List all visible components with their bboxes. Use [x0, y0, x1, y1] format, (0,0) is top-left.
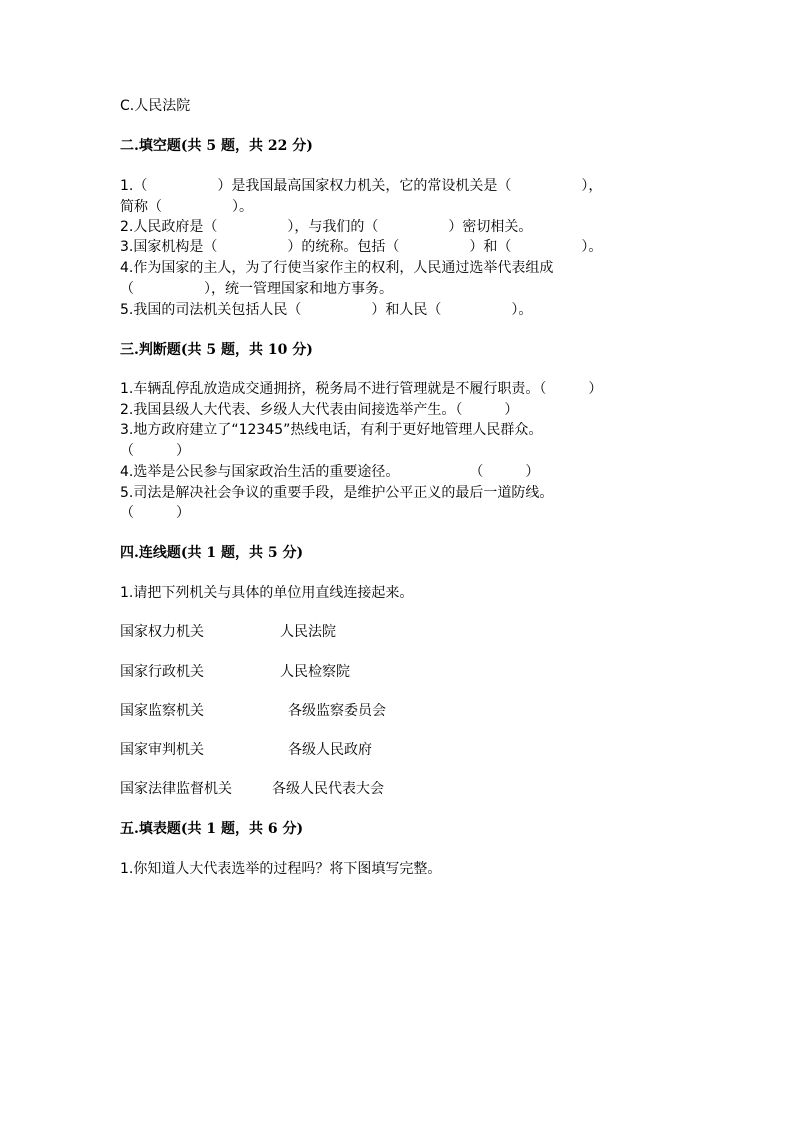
judge-question-3-line-1: 3.地方政府建立了“12345”热线电话，有利于更好地管理人民群众。	[120, 422, 543, 438]
judge-question-5-line-1: 5.司法是解决社会争议的重要手段，是维护公平正义的最后一道防线。	[120, 485, 554, 501]
fill-question-1-line-2: 简称（ ）。	[120, 199, 253, 215]
fill-question-2: 2.人民政府是（ ），与我们的（ ）密切相关。	[120, 219, 533, 235]
matching-question: 1.请把下列机关与具体的单位用直线连接起来。	[120, 585, 414, 601]
match-left-item: 国家法律监督机关	[120, 781, 232, 797]
match-right-item: 人民检察院	[280, 664, 350, 680]
judge-question-1: 1.车辆乱停乱放造成交通拥挤，税务局不进行管理就是不履行职责。（ ）	[120, 381, 603, 397]
match-left-item: 国家权力机关	[120, 624, 204, 640]
section-4-heading: 四.连线题(共 1 题，共 5 分)	[120, 545, 304, 561]
match-left-item: 国家监察机关	[120, 703, 204, 719]
match-right-item: 各级人民代表大会	[272, 781, 384, 797]
section-5-heading: 五.填表题(共 1 题，共 6 分)	[120, 821, 304, 837]
section-3-heading: 三.判断题(共 5 题，共 10 分)	[120, 342, 313, 358]
judge-question-4: 4.选举是公民参与国家政治生活的重要途径。 （ ）	[120, 464, 540, 480]
fill-question-5: 5.我国的司法机关包括人民（ ）和人民（ ）。	[120, 302, 533, 318]
fill-question-3: 3.国家机构是（ ）的统称。包括（ ）和（ ）。	[120, 239, 603, 255]
judge-question-5-line-2: （ ）	[120, 505, 190, 521]
match-right-item: 各级监察委员会	[288, 703, 386, 719]
match-left-item: 国家审判机关	[120, 742, 204, 758]
judge-question-2: 2.我国县级人大代表、乡级人大代表由间接选举产生。（ ）	[120, 402, 519, 418]
match-right-item: 各级人民政府	[288, 742, 372, 758]
judge-question-3-line-2: （ ）	[120, 443, 190, 459]
table-question: 1.你知道人大代表选举的过程吗？将下图填写完整。	[120, 861, 442, 877]
previous-option-c: C.人民法院	[120, 98, 191, 114]
match-right-item: 人民法院	[280, 624, 336, 640]
match-left-item: 国家行政机关	[120, 664, 204, 680]
fill-question-4-line-2: （ ），统一管理国家和地方事务。	[120, 281, 393, 297]
section-2-heading: 二.填空题(共 5 题，共 22 分)	[120, 138, 313, 154]
fill-question-1-line-1: 1.（ ）是我国最高国家权力机关，它的常设机关是（ ），	[120, 178, 603, 194]
fill-question-4-line-1: 4.作为国家的主人，为了行使当家作主的权利，人民通过选举代表组成	[120, 260, 554, 276]
